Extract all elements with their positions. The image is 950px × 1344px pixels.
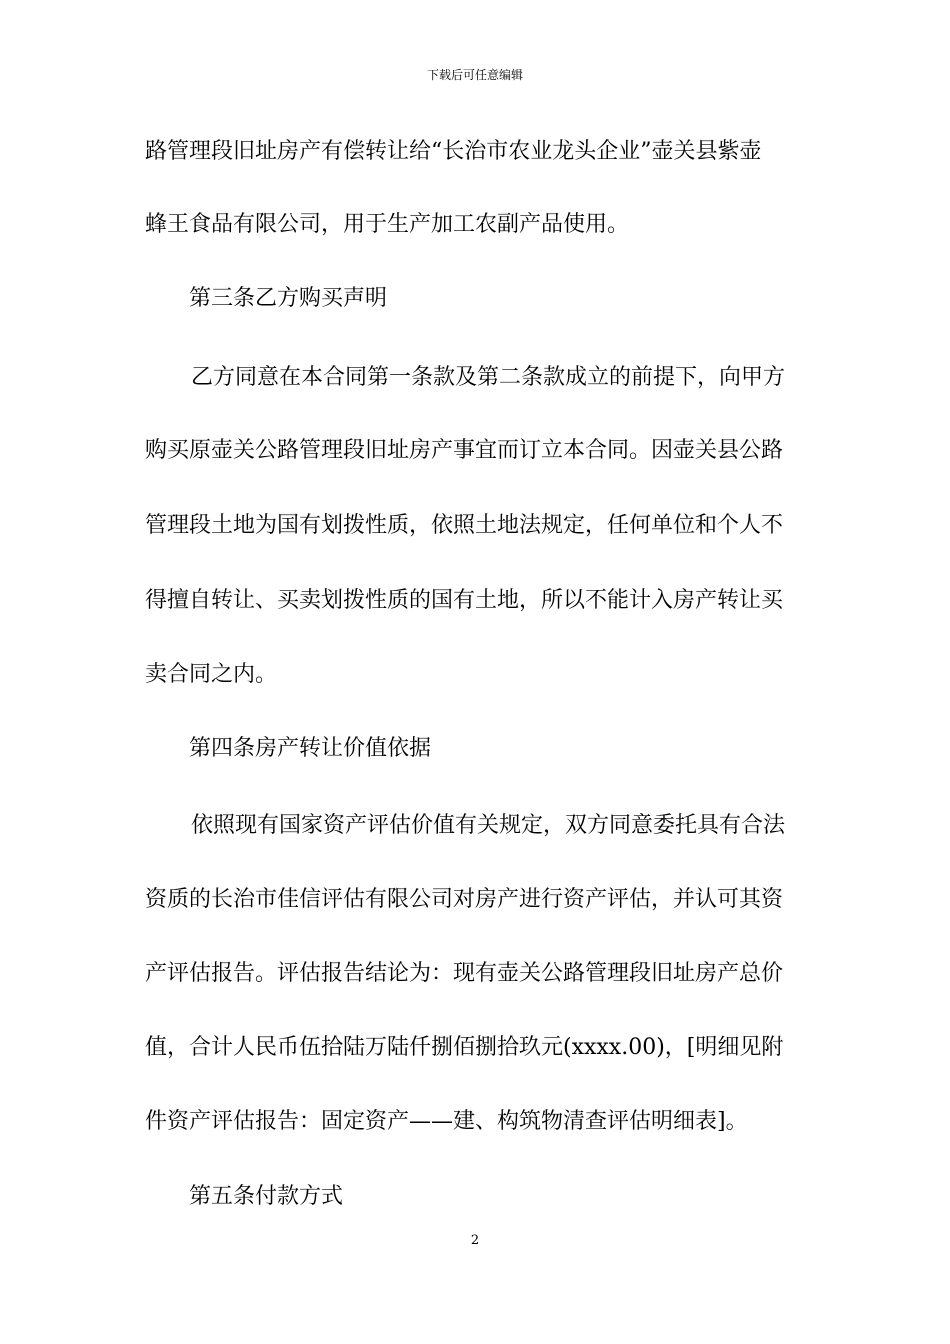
body-line: 购买原壶关公路管理段旧址房产事宜而订立本合同。因壶关县公路 — [145, 438, 784, 463]
section-heading: 第四条房产转让价值依据 — [189, 736, 432, 761]
body-line: 卖合同之内。 — [145, 662, 278, 687]
body-line: 路管理段旧址房产有偿转让给“长治市农业龙头企业”壶关县紫壶 — [145, 139, 762, 164]
body-line: 件资产评估报告：固定资产——建、构筑物清查评估明细表]。 — [145, 1109, 748, 1134]
body-line: 依照现有国家资产评估价值有关规定，双方同意委托具有合法 — [191, 813, 786, 838]
body-line: 产评估报告。评估报告结论为：现有壶关公路管理段旧址房产总价 — [145, 961, 784, 986]
body-line: 得擅自转让、买卖划拨性质的国有土地，所以不能计入房产转让买 — [145, 588, 784, 613]
body-line: 乙方同意在本合同第一条款及第二条款成立的前提下，向甲方 — [191, 365, 786, 390]
page-header: 下载后可任意编辑 — [426, 68, 523, 82]
section-heading: 第五条付款方式 — [189, 1184, 344, 1209]
body-line: 管理段土地为国有划拨性质，依照土地法规定，任何单位和个人不 — [145, 513, 784, 538]
section-heading: 第三条乙方购买声明 — [189, 286, 388, 311]
body-line: 蜂王食品有限公司，用于生产加工农副产品使用。 — [145, 212, 630, 237]
page-number: 2 — [470, 1233, 480, 1248]
body-line: 资质的长治市佳信评估有限公司对房产进行资产评估，并认可其资 — [145, 887, 784, 912]
body-line: 值，合计人民币伍拾陆万陆仟捌佰捌拾玖元(xxxx.00)，[明细见附 — [145, 1035, 784, 1060]
